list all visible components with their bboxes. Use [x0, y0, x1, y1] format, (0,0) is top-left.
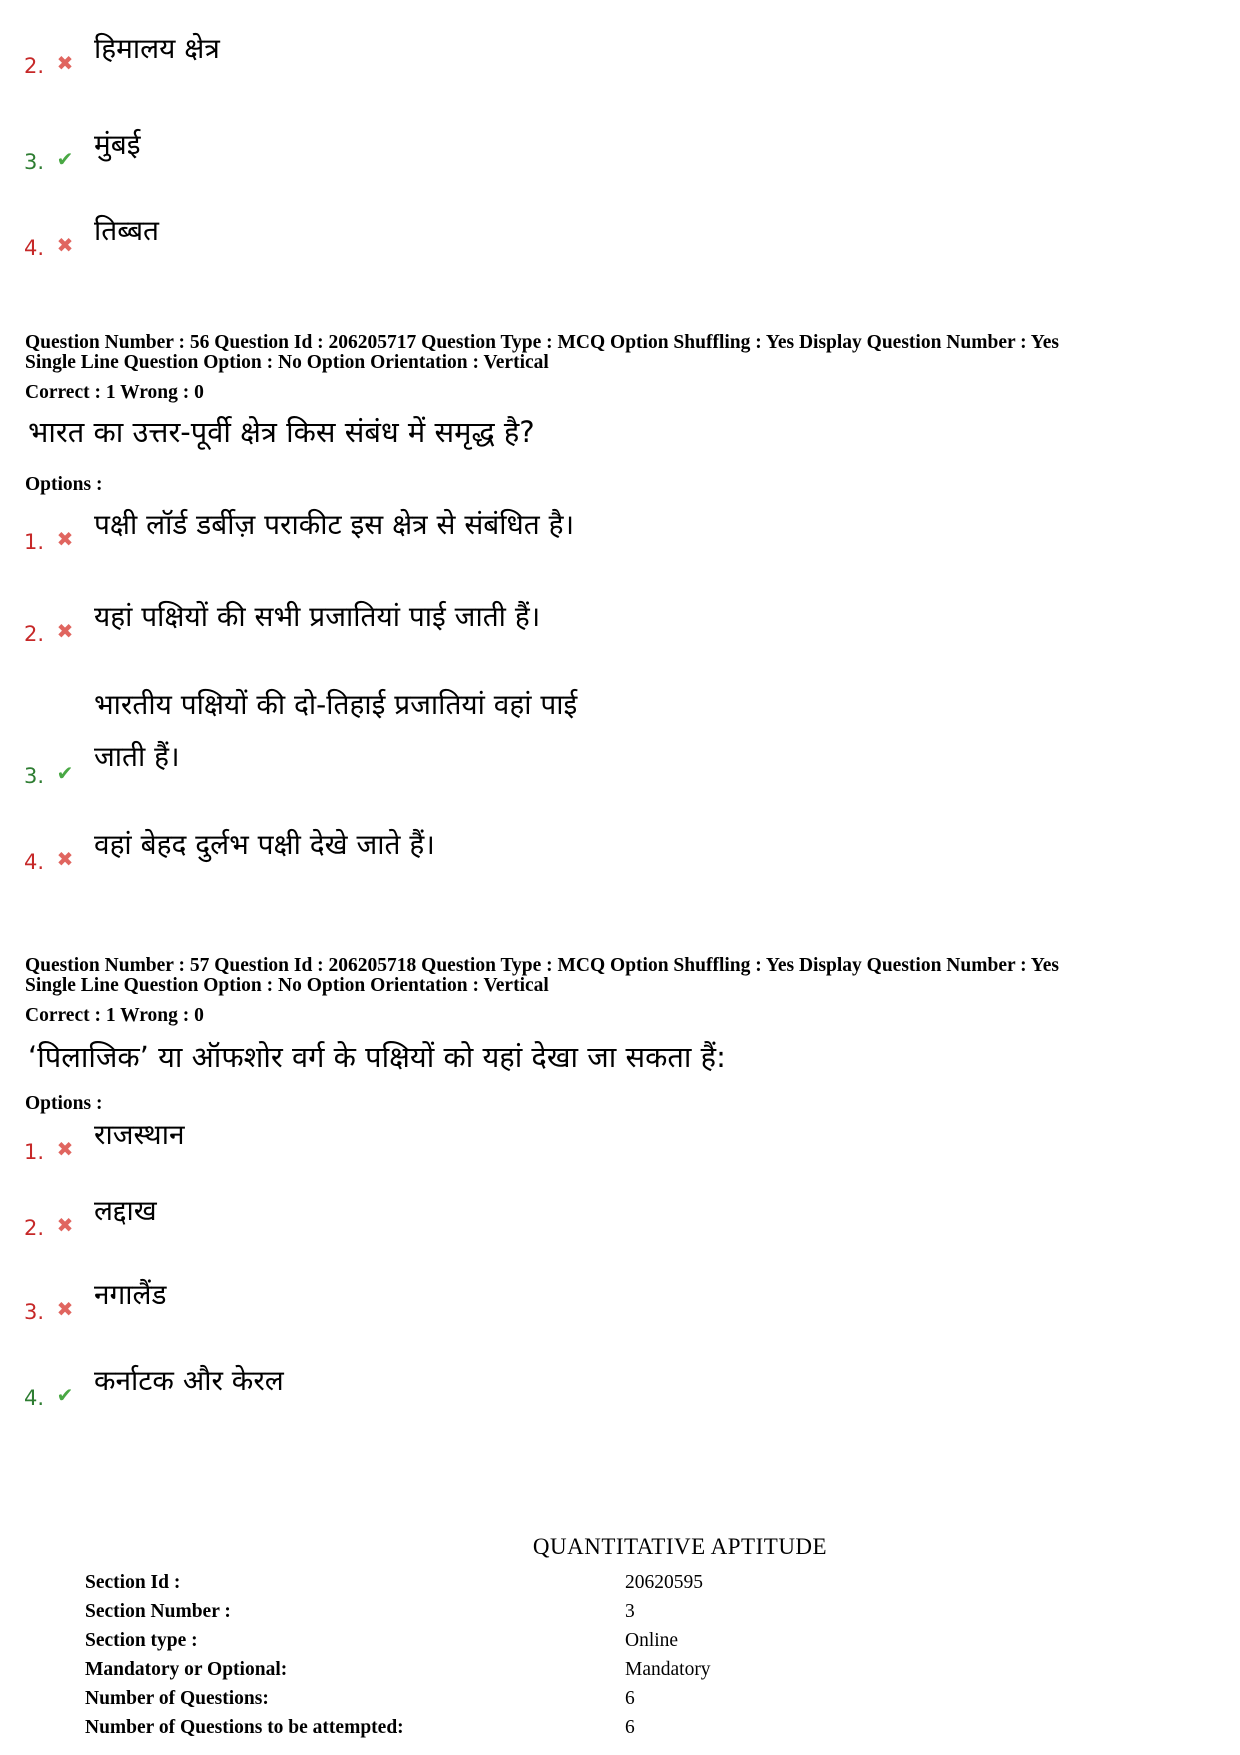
option-text-line2: जाती हैं। — [94, 740, 180, 773]
option-2 — [24, 592, 824, 648]
options-label: Options : — [25, 474, 103, 495]
cross-mark-icon: ✖ — [56, 1213, 74, 1237]
option-number: 4. — [24, 850, 45, 874]
option-number: 2. — [24, 1216, 45, 1240]
cross-mark-icon: ✖ — [56, 233, 74, 257]
option-number: 2. — [24, 622, 45, 646]
option-text-line1: भारतीय पक्षियों की दो-तिहाई प्रजातियां वहां पाई — [94, 688, 578, 721]
option-text: यहां पक्षियों की सभी प्रजातियां पाई जाती हैं। — [94, 600, 541, 633]
option-4 — [24, 820, 824, 876]
section-info-label: Number of Questions: — [85, 1688, 269, 1709]
question-meta-line2: Single Line Question Option : No Option Orientation : Vertical — [25, 352, 549, 373]
check-mark-icon: ✔ — [56, 761, 74, 785]
option-text: कर्नाटक और केरल — [94, 1364, 284, 1397]
section-info-row — [85, 1572, 985, 1602]
option-1 — [24, 500, 824, 556]
option-text: हिमालय क्षेत्र — [94, 32, 220, 65]
question-meta-line2: Single Line Question Option : No Option Orientation : Vertical — [25, 975, 549, 996]
question-meta-line1: Question Number : 56 Question Id : 206205717 Question Type : MCQ Option Shuffling : Yes Display Question Number : Yes — [25, 332, 1059, 353]
option-number: 1. — [24, 1140, 45, 1164]
option-2 — [24, 1186, 824, 1242]
option-number: 3. — [24, 150, 45, 174]
options-label: Options : — [25, 1093, 103, 1114]
question-meta-line1: Question Number : 57 Question Id : 206205718 Question Type : MCQ Option Shuffling : Yes Display Question Number : Yes — [25, 955, 1059, 976]
section-info-value: 3 — [625, 1601, 635, 1622]
cross-mark-icon: ✖ — [56, 1137, 74, 1161]
cross-mark-icon: ✖ — [56, 847, 74, 871]
option-4 — [24, 1356, 824, 1412]
section-info-label: Section Id : — [85, 1572, 181, 1593]
section-title: QUANTITATIVE APTITUDE — [532, 1534, 828, 1559]
check-mark-icon: ✔ — [56, 147, 74, 171]
section-info-row — [85, 1717, 985, 1747]
option-3 — [24, 120, 824, 176]
section-info-value: Mandatory — [625, 1659, 711, 1680]
question-text: ‘पिलाजिक’ या ऑफशोर वर्ग के पक्षियों को यहां देखा जा सकता हैं: — [28, 1040, 726, 1074]
option-text: वहां बेहद दुर्लभ पक्षी देखे जाते हैं। — [94, 828, 435, 861]
question-marks: Correct : 1 Wrong : 0 — [25, 1005, 204, 1026]
option-1 — [24, 1110, 824, 1166]
option-4 — [24, 206, 824, 262]
option-text: मुंबई — [94, 128, 141, 161]
option-text: तिब्बत — [94, 214, 160, 247]
option-text: राजस्थान — [94, 1118, 185, 1151]
option-text: लद्दाख — [94, 1194, 157, 1227]
section-info-row — [85, 1630, 985, 1660]
section-info-label: Section Number : — [85, 1601, 231, 1622]
option-2 — [24, 24, 824, 80]
question-marks: Correct : 1 Wrong : 0 — [25, 382, 204, 403]
section-info-label: Section type : — [85, 1630, 198, 1651]
section-info-value: 6 — [625, 1717, 635, 1738]
option-number: 3. — [24, 1300, 45, 1324]
question-text: भारत का उत्तर-पूर्वी क्षेत्र किस संबंध में समृद्ध है? — [28, 415, 535, 449]
option-number: 2. — [24, 54, 45, 78]
section-info-row — [85, 1659, 985, 1689]
section-info-row — [85, 1688, 985, 1718]
option-number: 4. — [24, 236, 45, 260]
section-info-row — [85, 1601, 985, 1631]
option-number: 4. — [24, 1386, 45, 1410]
option-text: पक्षी लॉर्ड डर्बीज़ पराकीट इस क्षेत्र से संबंधित है। — [94, 508, 575, 541]
option-text: नगालैंड — [94, 1278, 167, 1311]
section-info-value: 6 — [625, 1688, 635, 1709]
option-number: 1. — [24, 530, 45, 554]
section-info-value: Online — [625, 1630, 679, 1651]
cross-mark-icon: ✖ — [56, 527, 74, 551]
option-3 — [24, 680, 824, 790]
cross-mark-icon: ✖ — [56, 619, 74, 643]
section-info-label: Mandatory or Optional: — [85, 1659, 288, 1680]
section-info-value: 20620595 — [625, 1572, 703, 1593]
option-3 — [24, 1270, 824, 1326]
check-mark-icon: ✔ — [56, 1383, 74, 1407]
section-info-label: Number of Questions to be attempted: — [85, 1717, 404, 1738]
option-number: 3. — [24, 764, 45, 788]
cross-mark-icon: ✖ — [56, 1297, 74, 1321]
cross-mark-icon: ✖ — [56, 51, 74, 75]
